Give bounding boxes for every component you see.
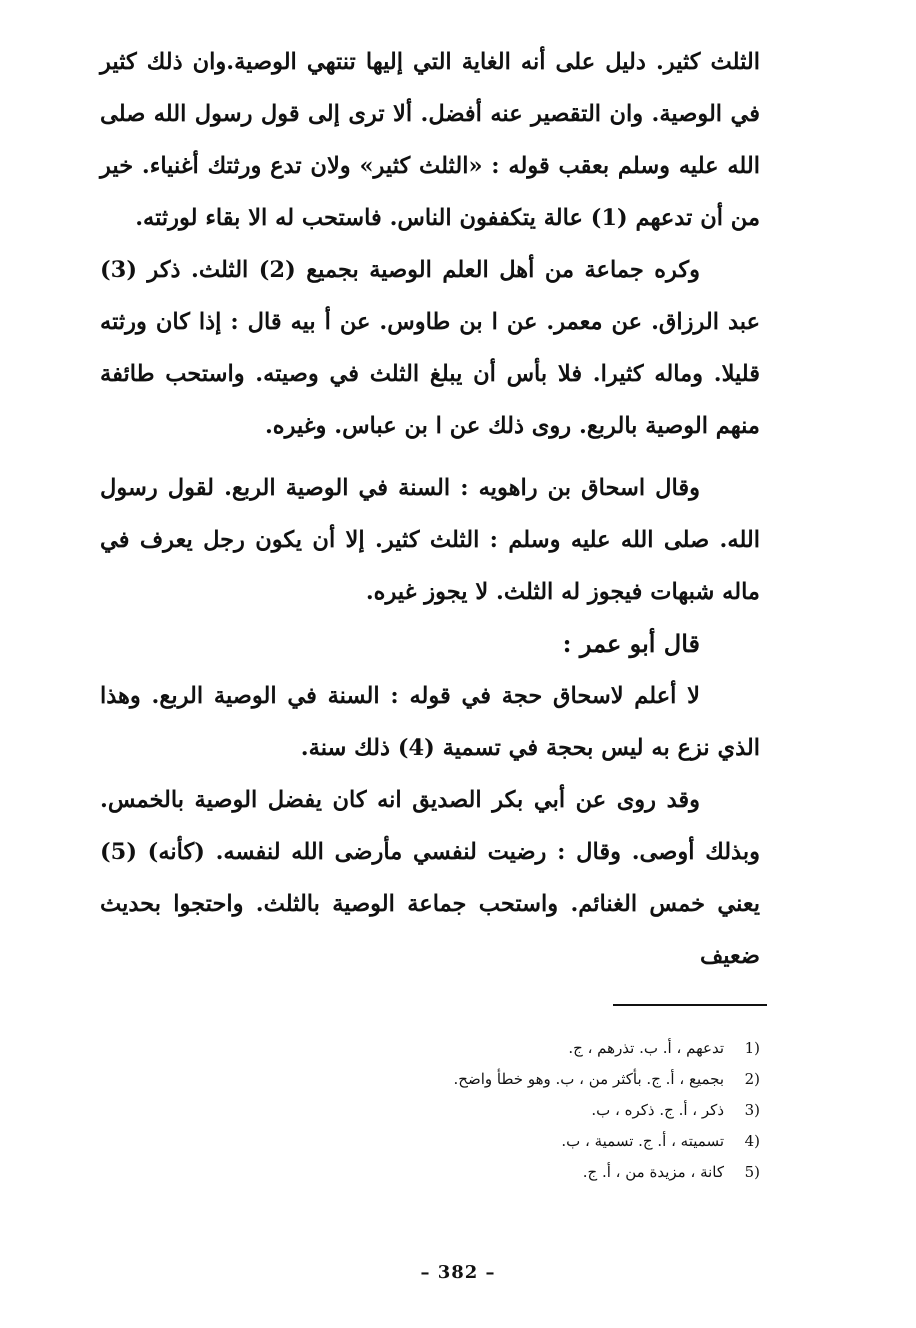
footnotes <box>300 1033 760 1188</box>
footnote-4 <box>300 1126 760 1157</box>
footnote-3 <box>300 1095 760 1126</box>
footnote-divider <box>613 1004 767 1006</box>
paragraph-3: وقال اسحاق بن راهويه : السنة في الوصية الربع. لقول رسول الله. صلى الله عليه وسلم : الثلث كثير. إلا أن يكون رجل يعرف في ماله شبهات فيجوز له الثلث. لا يجوز غيره. <box>100 475 760 605</box>
paragraph-2: وكره جماعة من أهل العلم الوصية بجميع (2) الثلث. ذكر (3) عبد الرزاق. عن معمر. عن ا بن طاوس. عن أ بيه قال : إذا كان ورثته قليلا. وماله كثيرا. فلا بأس أن يبلغ الثلث في وصيته. واستحب طائفة منهم الوصية بالربع. روى ذلك عن ا بن عباس. وغيره. <box>100 257 760 439</box>
footnote-number: 5) <box>744 1163 760 1181</box>
footnote-text: كانة ، مزيدة من ، أ. ج. <box>582 1163 724 1181</box>
footnote-number: 1) <box>744 1039 760 1057</box>
paragraph-4: لا أعلم لاسحاق حجة في قوله : السنة في الوصية الربع. وهذا الذي نزع به ليس بحجة في تسمية (4) ذلك سنة. <box>100 683 760 761</box>
footnote-text: بجميع ، أ. ج. بأكثر من ، ب. وهو خطأ واضح. <box>453 1070 724 1088</box>
section-heading: قال أبو عمر : <box>562 629 700 658</box>
footnote-2 <box>300 1064 760 1095</box>
main-text <box>100 36 760 982</box>
paragraph-5: وقد روى عن أبي بكر الصديق انه كان يفضل الوصية بالخمس. وبذلك أوصى. وقال : رضيت لنفسي مأرضى الله لنفسه. (كأنه) (5) يعني خمس الغنائم. واستحب جماعة الوصية بالثلث. واحتجوا بحديث ضعيف <box>100 787 760 969</box>
footnote-1 <box>300 1033 760 1064</box>
page-number: – 382 – <box>420 1262 496 1283</box>
footnote-text: ذكر ، أ. ج. ذكره ، ب. <box>591 1101 724 1119</box>
footnote-number: 3) <box>744 1101 760 1119</box>
footnote-number: 2) <box>744 1070 760 1088</box>
footnote-5 <box>300 1157 760 1188</box>
footnote-text: تدعهم ، أ. ب. تذرهم ، ج. <box>568 1039 724 1057</box>
paragraph-1: الثلث كثير. دليل على أنه الغاية التي إليها تنتهي الوصية.وان ذلك كثير في الوصية. وان التقصير عنه أفضل. ألا ترى إلى قول رسول الله صلى الله عليه وسلم بعقب قوله : «الثلث كثير» ولان تدع ورثتك أغنياء. خير من أن تدعهم (1) عالة يتكففون الناس. فاستحب له الا بقاء لورثته. <box>100 49 760 231</box>
footnote-number: 4) <box>744 1132 760 1150</box>
footnote-text: تسميته ، أ. ج. تسمية ، ب. <box>561 1132 724 1150</box>
